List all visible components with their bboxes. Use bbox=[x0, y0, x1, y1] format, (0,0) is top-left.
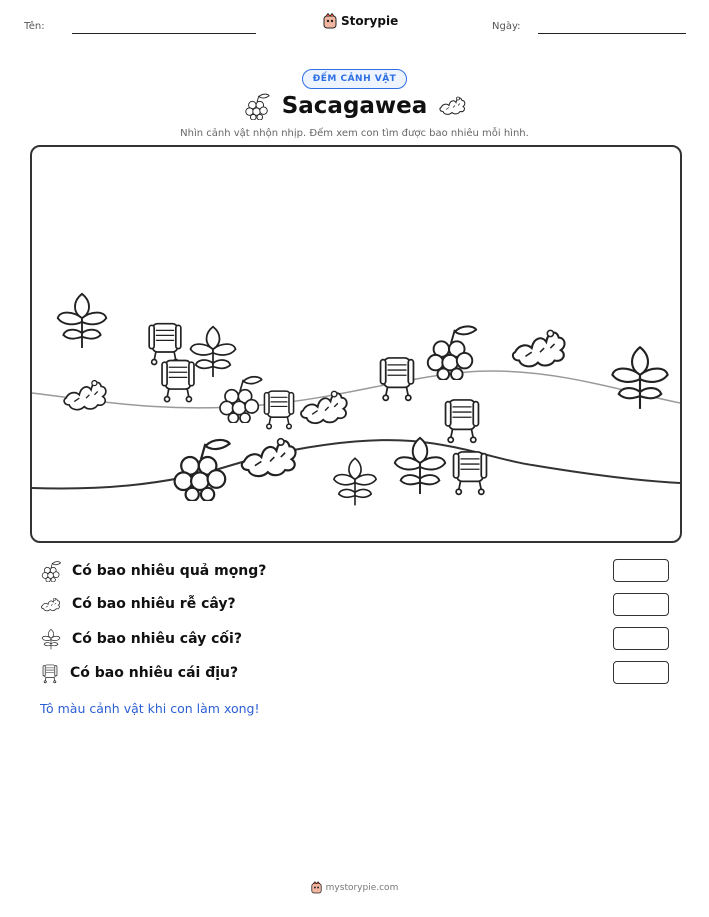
back-hill-line bbox=[32, 371, 680, 408]
name-label: Tên: bbox=[24, 21, 45, 32]
question-row bbox=[40, 662, 670, 684]
storypie-mascot-icon bbox=[311, 881, 322, 894]
plant-icon bbox=[190, 327, 235, 377]
berries-icon bbox=[175, 440, 230, 501]
date-line[interactable] bbox=[538, 33, 686, 34]
question-row bbox=[40, 560, 670, 582]
answer-box-cradleboards[interactable] bbox=[613, 661, 669, 684]
berries-icon bbox=[220, 377, 262, 423]
cradleboard-icon bbox=[446, 400, 479, 442]
question-text: Có bao nhiêu quả mọng? bbox=[72, 563, 267, 579]
page-title: Sacagawea bbox=[281, 93, 428, 119]
answer-box-plants[interactable] bbox=[613, 627, 669, 650]
cradleboard-icon bbox=[149, 324, 181, 365]
plant-icon bbox=[334, 458, 376, 505]
answer-box-roots[interactable] bbox=[613, 593, 669, 616]
coloring-note: Tô màu cảnh vật khi con làm xong! bbox=[40, 701, 260, 716]
cradleboard-icon bbox=[454, 452, 487, 494]
scene-frame bbox=[30, 145, 682, 543]
activity-badge: ĐẾM CẢNH VẬT bbox=[302, 69, 408, 89]
ginger-root-icon bbox=[64, 381, 106, 410]
footer-url: mystorypie.com bbox=[325, 882, 399, 893]
ginger-root-icon bbox=[242, 439, 296, 476]
question-text: Có bao nhiêu cây cối? bbox=[72, 631, 242, 647]
storypie-mascot-icon bbox=[323, 13, 337, 29]
berries-icon bbox=[40, 560, 62, 582]
question-row bbox=[40, 628, 670, 650]
name-line[interactable] bbox=[72, 33, 256, 34]
date-label: Ngày: bbox=[492, 21, 521, 32]
plant-icon bbox=[40, 628, 62, 650]
cradleboard-icon bbox=[381, 358, 414, 400]
question-text: Có bao nhiêu cái địu? bbox=[70, 665, 239, 681]
brand-name: Storypie bbox=[341, 14, 399, 28]
question-text: Có bao nhiêu rễ cây? bbox=[72, 596, 236, 612]
footer bbox=[0, 881, 709, 894]
storypie-logo bbox=[323, 13, 398, 29]
ginger-root-icon bbox=[513, 330, 565, 366]
question-row bbox=[40, 594, 670, 614]
cradleboard-icon bbox=[264, 391, 293, 429]
cradleboard-icon bbox=[40, 662, 60, 684]
plant-icon bbox=[58, 294, 107, 348]
answer-box-berries[interactable] bbox=[613, 559, 669, 582]
instructions: Nhìn cảnh vật nhộn nhịp. Đếm xem con tìm được bao nhiêu mỗi hình. bbox=[180, 128, 529, 139]
ginger-root-icon bbox=[438, 92, 468, 118]
plant-icon bbox=[612, 347, 667, 409]
ginger-root-icon bbox=[40, 594, 62, 614]
cradleboard-icon bbox=[162, 361, 194, 402]
scene-illustration bbox=[32, 147, 680, 541]
plant-icon bbox=[395, 438, 445, 494]
